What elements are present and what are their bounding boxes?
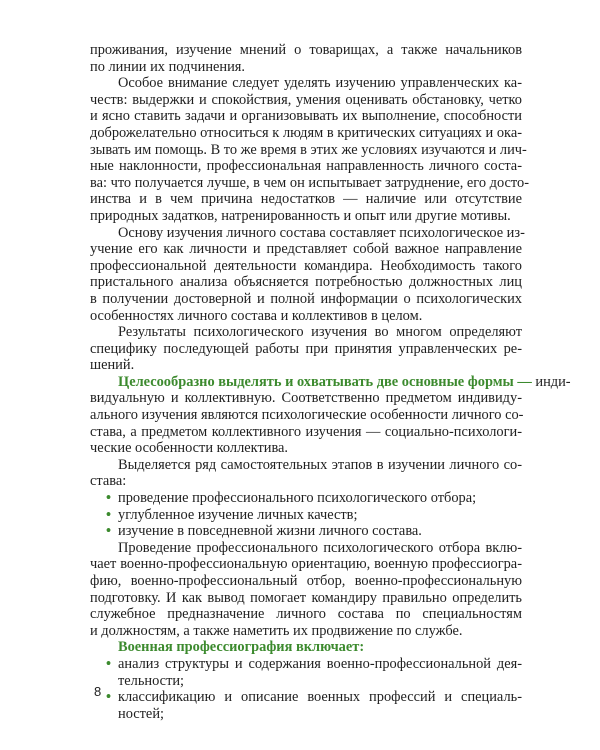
text-line: Особое внимание следует уделять изучению управленческих ка- (118, 75, 522, 92)
text-line: ческие особенности коллектива. (90, 440, 289, 457)
text-line: видуальную и коллективную. Соответственно предметом индивиду- (90, 390, 522, 407)
text-fragment: инди- (531, 373, 571, 390)
section-heading: Военная профессиография включает: (118, 639, 365, 656)
text-line: чает военно-профессиональную ориентацию, военную профессиогра- (90, 556, 522, 573)
text-line: подготовку. И как вывод помогает командиру правильно определить (90, 589, 522, 606)
highlighted-phrase: Целесообразно выделять и охватывать две основные формы — (118, 373, 532, 390)
body-text (90, 42, 571, 722)
list-item-line: анализ структуры и содержания военно-профессиональной дея- (118, 655, 522, 672)
text-line: природных задатков, натренированность и опыт или другие мотивы. (90, 207, 511, 224)
list-item (90, 523, 522, 540)
paragraph-continued (90, 42, 522, 75)
text-line: фию, военно-профессиональный отбор, военно-профессиональную (90, 573, 522, 589)
page-number: 8 (94, 684, 102, 699)
text-line: по линии их подчинения. (90, 58, 246, 75)
list-item-text: углубленное изучение личных качеств; (118, 506, 358, 523)
text-line: специфику последующей работы при принятия управленческих ре- (90, 340, 522, 357)
text-line: проживания, изучение мнений о товарищах, а также начальников (90, 42, 522, 58)
text-line: става: (90, 473, 127, 490)
profession-list (90, 656, 522, 722)
paragraph-psychological-study (90, 224, 525, 325)
list-item (90, 656, 522, 689)
text-line: особенностях личного состава и коллективов в целом. (90, 307, 423, 324)
text-line: пристального анализа объясняется потребностью должностных лиц (90, 274, 522, 291)
text-line: ные наклонности, профессиональная направленность личного соста- (90, 158, 522, 175)
text-line: и ясно ставить задачи и организовывать их выполнение, способности (90, 108, 522, 125)
bullet-icon: • (106, 523, 112, 540)
text-line: служебное предназначение личного состава по специальностям (90, 606, 522, 623)
text-line: в получении достоверной и полной информации о психологических (90, 290, 522, 307)
paragraph-managerial-qualities (90, 75, 529, 224)
bullet-icon: • (106, 689, 112, 706)
paragraph-stages (90, 457, 522, 490)
text-line: зывать им помощь. В то же время в этих же условиях изучаются и лич- (90, 141, 527, 158)
text-line: шений. (90, 357, 135, 374)
text-line: доброжелательно относиться к людям в критических ситуациях и ока- (90, 124, 522, 141)
list-item-line: классификацию и описание военных профессий и специаль- (118, 689, 522, 706)
list-item-line: ностей; (118, 705, 165, 722)
text-line: Проведение профессионального психологического отбора вклю- (118, 539, 522, 556)
text-line (90, 373, 571, 391)
bullet-icon: • (106, 506, 112, 523)
text-line: Результаты психологического изучения во многом определяют (118, 324, 522, 341)
text-line: Основу изучения личного состава составляет психологическое из- (118, 224, 525, 241)
list-item (90, 490, 522, 507)
text-line: и должностям, а также наметить их продвижение по службе. (90, 622, 463, 639)
text-line: учение его как личности и представляет собой важное направление (90, 241, 522, 258)
bullet-icon: • (106, 655, 112, 672)
paragraph-forms (90, 373, 571, 457)
text-line: профессиональной деятельности командира. Необходимость такого (90, 257, 522, 274)
paragraph-selection (90, 540, 522, 640)
list-item-text: проведение профессионального психологического отбора; (118, 490, 477, 507)
text-line: честв: выдержки и спокойствия, умения оценивать обстановку, четко (90, 91, 522, 108)
text-line: инства и в чем причина недостатков — наличие или отсутствие (90, 191, 522, 208)
text-line: ального изучения являются психологические особенности личного со- (90, 407, 524, 424)
list-item-text: изучение в повседневной жизни личного состава. (118, 523, 422, 540)
list-item-line: тельности; (118, 672, 185, 689)
text-line: става, а предметом коллективного изучения — социально-психологи- (90, 423, 522, 440)
paragraph-results (90, 324, 522, 374)
stages-list (90, 490, 522, 540)
list-item (90, 507, 522, 524)
bullet-icon: • (106, 490, 112, 507)
text-line: Выделяется ряд самостоятельных этапов в изучении личного со- (118, 456, 522, 473)
list-item (90, 689, 522, 722)
text-line: ва: что получается лучше, в чем он испытывает затруднение, его досто- (90, 174, 529, 191)
